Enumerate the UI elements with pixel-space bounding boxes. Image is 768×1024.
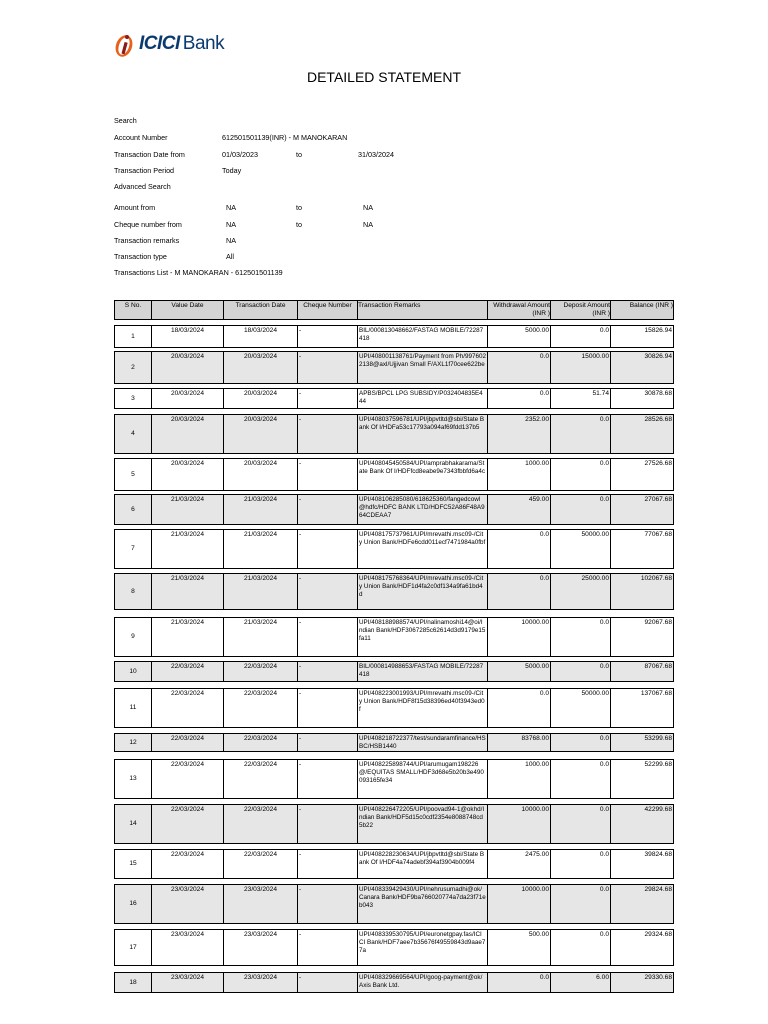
- cell-cheque-number: -: [298, 389, 358, 408]
- cell-transaction-date: 23/03/2024: [224, 973, 298, 992]
- cell-sno: 6: [115, 495, 152, 524]
- cell-balance: 87067.68: [644, 663, 672, 670]
- transactions-list-heading: Transactions List - M MANOKARAN - 612501501139: [114, 268, 283, 277]
- cell-transaction-remarks: UPI/408188988574/UPI/nalinamoshi14@oi/Indian Bank/HDF3067285c62614d3d9179e15fa11: [358, 618, 488, 656]
- cell-withdrawal: 0.0: [488, 689, 551, 727]
- table-row: [114, 388, 674, 409]
- cell-withdrawal: 0.0: [488, 973, 551, 992]
- cell-withdrawal: 0.0: [488, 574, 551, 609]
- cell-sno: 1: [115, 326, 152, 347]
- cell-withdrawal: 0.0: [488, 389, 551, 408]
- cell-balance: 102067.68: [640, 575, 672, 582]
- cell-withdrawal: 0.0: [488, 530, 551, 568]
- cell-transaction-date: 20/03/2024: [224, 352, 298, 383]
- cell-sno: 16: [115, 885, 152, 923]
- cell-balance: 27067.68: [644, 496, 672, 503]
- cell-transaction-remarks: BIL/000813048662/FASTAG MOBILE/72287418: [358, 326, 488, 347]
- cell-sno: 14: [115, 805, 152, 843]
- search-heading: [114, 116, 137, 125]
- account-label: Account Number: [114, 133, 168, 142]
- cell-transaction-remarks: UPI/408218722377/test/sundaramfinance/HSBC/HSB1440: [358, 734, 488, 751]
- table-row: [114, 494, 674, 525]
- table-row: [114, 804, 674, 844]
- table-row: [114, 529, 674, 569]
- date-from-label: Transaction Date from: [114, 150, 185, 159]
- cell-transaction-remarks: UPI/408175768364/UPI/mrevathi.msc09-/City Union Bank/HDF1d4fa2c0df134a9fa61bd4d: [358, 574, 488, 609]
- cell-transaction-remarks: UPI/408037596781/UPI/jbpvtltd@sbi/State Bank Of I/HDFa53c17793a094af69fdd137b5: [358, 415, 488, 453]
- cell-balance: 28526.68: [644, 416, 672, 423]
- cell-value-date: 23/03/2024: [152, 973, 224, 992]
- cell-balance: 30878.68: [644, 390, 672, 397]
- cell-balance: 15826.94: [644, 327, 672, 334]
- period-value: Today: [222, 166, 242, 175]
- table-row: [114, 458, 674, 491]
- cell-balance: 30826.94: [644, 353, 672, 360]
- cell-cheque-number: -: [298, 352, 358, 383]
- cell-sno: 11: [115, 689, 152, 727]
- cheque-to-value: NA: [363, 220, 373, 229]
- icici-i-logo-icon: [114, 30, 136, 58]
- cell-value-date: 22/03/2024: [152, 734, 224, 751]
- cell-cheque-number: -: [298, 530, 358, 568]
- cell-sno: 12: [115, 734, 152, 751]
- cell-withdrawal: 2352.00: [488, 415, 551, 453]
- cell-transaction-date: 23/03/2024: [224, 930, 298, 965]
- cell-deposit: 0.0: [551, 930, 611, 965]
- bank-logo: [114, 28, 224, 60]
- cell-deposit: 0.0: [551, 618, 611, 656]
- cell-deposit: 50000.00: [551, 530, 611, 568]
- cell-balance: 29330.68: [644, 974, 672, 981]
- search-label: Search: [114, 116, 137, 125]
- cell-transaction-remarks: UPI/408228230634/UPI/jbpvtltd@sbi/State Bank Of I/HDF4a74adebf394af3904b009f4: [358, 850, 488, 878]
- col-transaction-remarks: Transaction Remarks: [358, 301, 488, 319]
- cell-transaction-date: 23/03/2024: [224, 885, 298, 923]
- table-row: [114, 929, 674, 966]
- cell-withdrawal: 10000.00: [488, 618, 551, 656]
- cell-deposit: 0.0: [551, 734, 611, 751]
- date-row: [114, 150, 394, 159]
- cell-deposit: 51.74: [551, 389, 611, 408]
- cell-sno: 17: [115, 930, 152, 965]
- remarks-value: NA: [226, 236, 236, 245]
- cell-balance: 29324.68: [644, 931, 672, 938]
- date-to-value: 31/03/2024: [358, 150, 394, 159]
- cell-deposit: 0.0: [551, 326, 611, 347]
- amount-label: Amount from: [114, 203, 156, 212]
- amount-to-label: to: [296, 203, 302, 212]
- table-row: [114, 573, 674, 610]
- table-header: [114, 300, 674, 320]
- table-row: [114, 759, 674, 799]
- cell-transaction-remarks: UPI/408106285080/618625360/fangedcowl@hdfc/HDFC BANK LTD/HDFC52A86F48A964CDEAA7: [358, 495, 488, 524]
- advanced-search-heading: [114, 182, 171, 191]
- cell-withdrawal: 83768.00: [488, 734, 551, 751]
- cell-transaction-date: 20/03/2024: [224, 389, 298, 408]
- cell-value-date: 21/03/2024: [152, 495, 224, 524]
- table-row: [114, 884, 674, 924]
- cell-cheque-number: -: [298, 689, 358, 727]
- cell-transaction-date: 21/03/2024: [224, 495, 298, 524]
- cell-transaction-remarks: UPI/408223001993/UPI/mrevathi.msc09-/City Union Bank/HDF8f15d38396ed40f3943ed0f: [358, 689, 488, 727]
- col-balance: Balance (INR ): [629, 302, 673, 309]
- cell-deposit: 0.0: [551, 805, 611, 843]
- cell-deposit: 0.0: [551, 760, 611, 798]
- cell-sno: 3: [115, 389, 152, 408]
- cell-balance: 92067.68: [644, 619, 672, 626]
- cell-value-date: 21/03/2024: [152, 574, 224, 609]
- period-label: Transaction Period: [114, 166, 175, 175]
- cell-transaction-date: 22/03/2024: [224, 689, 298, 727]
- cell-cheque-number: -: [298, 885, 358, 923]
- cell-value-date: 22/03/2024: [152, 850, 224, 878]
- cell-cheque-number: -: [298, 760, 358, 798]
- bank-wordmark-light: Bank: [182, 33, 225, 54]
- cell-transaction-remarks: UPI/408225898744/UPI/arumugam198226@/EQUITAS SMALL/HDF3d68e5b20b3e490093165fe34: [358, 760, 488, 798]
- cheque-row: [114, 220, 373, 229]
- cell-cheque-number: -: [298, 850, 358, 878]
- bank-wordmark: [139, 33, 224, 55]
- cell-transaction-remarks: APBS/BPCL LPG SUBSIDY/P032404835E444: [358, 389, 488, 408]
- table-row: [114, 733, 674, 752]
- cell-value-date: 18/03/2024: [152, 326, 224, 347]
- cell-value-date: 22/03/2024: [152, 662, 224, 681]
- cheque-from-value: NA: [226, 220, 236, 229]
- cell-sno: 5: [115, 459, 152, 490]
- cell-value-date: 20/03/2024: [152, 389, 224, 408]
- advanced-search-label: Advanced Search: [114, 182, 171, 191]
- cell-transaction-date: 21/03/2024: [224, 530, 298, 568]
- cell-withdrawal: 1000.00: [488, 459, 551, 490]
- cell-withdrawal: 2475.00: [488, 850, 551, 878]
- table-row: [114, 972, 674, 993]
- col-cheque-number: Cheque Number: [298, 301, 358, 319]
- page-title: DETAILED STATEMENT: [306, 69, 461, 85]
- col-transaction-date: Transaction Date: [224, 301, 298, 319]
- cell-value-date: 20/03/2024: [152, 352, 224, 383]
- cell-value-date: 20/03/2024: [152, 459, 224, 490]
- table-row: [114, 688, 674, 728]
- amount-row: [114, 203, 373, 212]
- remarks-label: Transaction remarks: [114, 236, 180, 245]
- cell-value-date: 22/03/2024: [152, 760, 224, 798]
- cell-sno: 2: [115, 352, 152, 383]
- cell-sno: 8: [115, 574, 152, 609]
- cell-cheque-number: -: [298, 495, 358, 524]
- cell-value-date: 23/03/2024: [152, 885, 224, 923]
- cell-cheque-number: -: [298, 973, 358, 992]
- cell-withdrawal: 1000.00: [488, 760, 551, 798]
- cell-transaction-date: 18/03/2024: [224, 326, 298, 347]
- table-row: [114, 325, 674, 348]
- date-from-value: 01/03/2023: [222, 150, 258, 159]
- cell-withdrawal: 459.00: [488, 495, 551, 524]
- cell-withdrawal: 500.00: [488, 930, 551, 965]
- cheque-label: Cheque number from: [114, 220, 182, 229]
- cell-sno: 7: [115, 530, 152, 568]
- cell-sno: 10: [115, 662, 152, 681]
- type-row: [114, 252, 234, 261]
- cell-withdrawal: 10000.00: [488, 885, 551, 923]
- type-value: All: [226, 252, 234, 261]
- date-to-label: to: [296, 150, 302, 159]
- cell-deposit: 0.0: [551, 495, 611, 524]
- cell-cheque-number: -: [298, 930, 358, 965]
- cell-balance: 29824.68: [644, 886, 672, 893]
- col-value-date: Value Date: [152, 301, 224, 319]
- table-row: [114, 414, 674, 454]
- cell-transaction-remarks: BIL/000814988653/FASTAG MOBILE/72287418: [358, 662, 488, 681]
- cell-transaction-date: 20/03/2024: [224, 459, 298, 490]
- cell-balance: 39824.68: [644, 851, 672, 858]
- cell-balance: 137067.68: [640, 690, 672, 697]
- cell-deposit: 25000.00: [551, 574, 611, 609]
- cell-balance: 53299.68: [644, 735, 672, 742]
- cell-cheque-number: -: [298, 805, 358, 843]
- cell-transaction-date: 22/03/2024: [224, 850, 298, 878]
- cell-sno: 15: [115, 850, 152, 878]
- cell-transaction-date: 21/03/2024: [224, 618, 298, 656]
- cell-cheque-number: -: [298, 734, 358, 751]
- cell-transaction-date: 22/03/2024: [224, 805, 298, 843]
- cell-transaction-date: 21/03/2024: [224, 574, 298, 609]
- table-row: [114, 617, 674, 657]
- table-row: [114, 661, 674, 682]
- cell-cheque-number: -: [298, 459, 358, 490]
- cell-transaction-date: 22/03/2024: [224, 760, 298, 798]
- cell-deposit: 0.0: [551, 850, 611, 878]
- cell-transaction-remarks: UPI/408001138761/Payment from Ph/9976022138@axl/Ujjivan Small F/AXL1f70cee622be: [358, 352, 488, 383]
- cell-value-date: 22/03/2024: [152, 805, 224, 843]
- cell-withdrawal: 0.0: [488, 352, 551, 383]
- cell-transaction-date: 22/03/2024: [224, 734, 298, 751]
- cell-sno: 9: [115, 618, 152, 656]
- table-row: [114, 351, 674, 384]
- cell-cheque-number: -: [298, 574, 358, 609]
- cell-withdrawal: 10000.00: [488, 805, 551, 843]
- table-row: [114, 849, 674, 879]
- cell-transaction-remarks: UPI/408226472205/UPI/poovad94-1@okhd/Indian Bank/HDF5d15c0cdf2354e8088748cd5b22: [358, 805, 488, 843]
- cheque-to-label: to: [296, 220, 302, 229]
- account-row: [114, 133, 348, 142]
- cell-sno: 13: [115, 760, 152, 798]
- cell-transaction-remarks: UPI/408329669564/UPI/goog-payment@ok/Axis Bank Ltd.: [358, 973, 488, 992]
- cell-transaction-date: 20/03/2024: [224, 415, 298, 453]
- cell-cheque-number: -: [298, 415, 358, 453]
- cell-balance: 42299.68: [644, 806, 672, 813]
- bank-wordmark-strong: ICICI: [139, 33, 180, 54]
- cell-deposit: 6.00: [551, 973, 611, 992]
- cell-deposit: 0.0: [551, 662, 611, 681]
- cell-withdrawal: 5000.00: [488, 662, 551, 681]
- type-label: Transaction type: [114, 252, 167, 261]
- amount-from-value: NA: [226, 203, 236, 212]
- cell-balance: 77067.68: [644, 531, 672, 538]
- cell-deposit: 15000.00: [551, 352, 611, 383]
- cell-balance: 52299.68: [644, 761, 672, 768]
- cell-cheque-number: -: [298, 662, 358, 681]
- cell-deposit: 0.0: [551, 885, 611, 923]
- cell-transaction-remarks: UPI/408175737961/UPI/mrevathi.msc09-/City Union Bank/HDFe6cdd011ecf7471984a0fbf: [358, 530, 488, 568]
- cell-withdrawal: 5000.00: [488, 326, 551, 347]
- cell-balance: 27526.68: [644, 460, 672, 467]
- cell-value-date: 22/03/2024: [152, 689, 224, 727]
- cell-transaction-date: 22/03/2024: [224, 662, 298, 681]
- cell-deposit: 0.0: [551, 459, 611, 490]
- cell-value-date: 21/03/2024: [152, 618, 224, 656]
- col-sno: S No.: [115, 301, 152, 319]
- cell-value-date: 21/03/2024: [152, 530, 224, 568]
- cell-deposit: 0.0: [551, 415, 611, 453]
- amount-to-value: NA: [363, 203, 373, 212]
- cell-cheque-number: -: [298, 326, 358, 347]
- period-row: [114, 166, 242, 175]
- cell-transaction-remarks: UPI/408339530795/UPI/euronetgpay.fas/ICICI Bank/HDF7aee7b35676f49559843d9aae77a: [358, 930, 488, 965]
- cell-value-date: 23/03/2024: [152, 930, 224, 965]
- col-withdrawal: Withdrawal Amount (INR ): [488, 301, 551, 319]
- cell-sno: 18: [115, 973, 152, 992]
- cell-cheque-number: -: [298, 618, 358, 656]
- cell-sno: 4: [115, 415, 152, 453]
- cell-value-date: 20/03/2024: [152, 415, 224, 453]
- remarks-row: [114, 236, 236, 245]
- cell-transaction-remarks: UPI/408339429430/UPI/nehrusumadhi@ok/Canara Bank/HDF9ba766020774a7da23f71eb043: [358, 885, 488, 923]
- cell-transaction-remarks: UPI/408045450584/UPI/amprabhakarama/State Bank Of I/HDFfcd8eabe9e7343fbbfd6a4c: [358, 459, 488, 490]
- col-deposit: Deposit Amount (INR ): [551, 301, 611, 319]
- account-value: 612501501139(INR) - M MANOKARAN: [222, 133, 348, 142]
- cell-deposit: 50000.00: [551, 689, 611, 727]
